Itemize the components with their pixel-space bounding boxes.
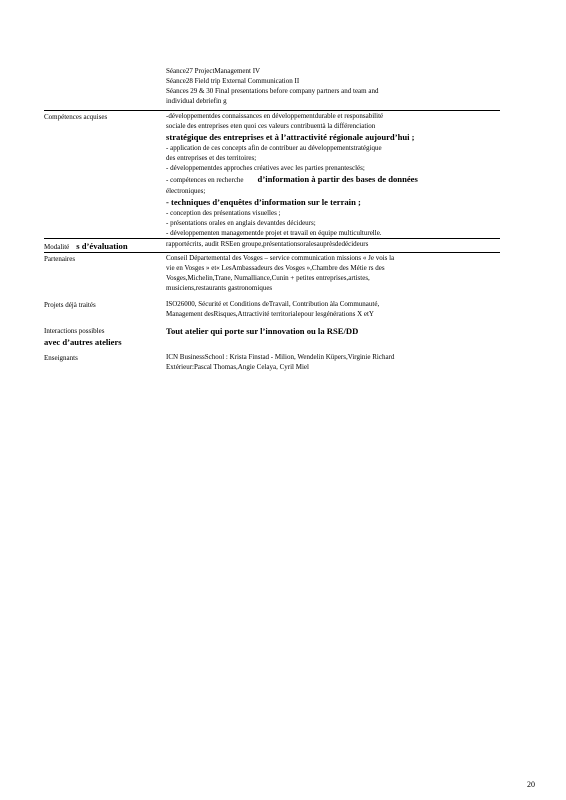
partners-line: musiciens,restaurants gastronomiques <box>166 284 273 292</box>
partners-line: Conseil Départemental des Vosges – service communication missions « Je vois la <box>166 254 395 262</box>
interactions-line: Tout atelier qui porte sur l’innovation ou la RSE/DD <box>166 326 359 336</box>
competence-line: - application de ces concepts afin de contribuer au développementstratégique <box>166 144 382 152</box>
teachers-value <box>166 352 500 372</box>
competence-line: - présentations orales en anglais devantdes décideurs; <box>166 219 316 227</box>
teachers-label: Enseignants <box>44 354 78 362</box>
competence-line-emphasis: - techniques d’enquêtes d’information sur le terrain ; <box>166 197 361 207</box>
interactions-label <box>44 325 166 348</box>
session-line: individual debriefin g <box>166 97 227 105</box>
evaluation-row <box>44 238 500 252</box>
projects-label: Projets déjà traités <box>44 301 96 309</box>
evaluation-value <box>166 239 500 252</box>
page-number: 20 <box>527 780 535 789</box>
interactions-value <box>166 325 500 348</box>
competences-value <box>166 111 500 238</box>
partners-line: Vosges,Michelin,Trane, Numalliance,Cunin + petites entreprises,artistes, <box>166 274 370 282</box>
competence-line: sociale des entreprises eten quoi ces valeurs contribuentà la différenciation <box>166 122 376 130</box>
competence-line: - développementdes approches créatives avec les parties prenantesclés; <box>166 164 365 172</box>
sessions-label <box>44 66 166 106</box>
partners-row <box>44 252 500 293</box>
session-line: Séances 29 & 30 Final presentations before company partners and team and <box>166 87 379 95</box>
course-details-table <box>44 66 500 372</box>
competences-row <box>44 110 500 238</box>
interactions-row <box>44 325 500 348</box>
interactions-label-b: avec d’autres ateliers <box>44 337 122 347</box>
teachers-line: Extérieur:Pascal Thomas,Angie Celaya, Cyril Miel <box>166 363 309 371</box>
competence-line: -développementdes connaissances en développementdurable et responsabilité <box>166 112 384 120</box>
competence-line: des entreprises et des territoires; <box>166 154 257 162</box>
partners-line: vie en Vosges » et« LesAmbassadeurs des Vosges »,Chambre des Métie rs des <box>166 264 385 272</box>
competence-line: - développementen managementde projet et travail en équipe multiculturelle. <box>166 229 382 237</box>
projects-row <box>44 299 500 319</box>
competence-line-start: - compétences en recherche <box>166 176 244 184</box>
teachers-line: ICN BusinessSchool : Krista Finstad - Milion, Wendelin Küpers,Virginie Richard <box>166 353 395 361</box>
session-line: Séance28 Field trip External Communication II <box>166 77 300 85</box>
competence-line-emphasis: stratégique des entreprises et à l’attractivité régionale aujourd’hui ; <box>166 132 415 142</box>
projects-line: Management desRisques,Attractivité territorialepour lesgénérations X etY <box>166 310 374 318</box>
competence-line <box>166 173 500 186</box>
competence-line: - conception des présentations visuelles ; <box>166 209 281 217</box>
evaluation-label-b: s d’évaluation <box>76 241 128 251</box>
competence-line-emphasis: d’information à partir des bases de données <box>257 174 418 184</box>
projects-line: ISO26000, Sécurité et Conditions deTravail, Contribution àla Communauté, <box>166 300 380 308</box>
teachers-row <box>44 352 500 372</box>
evaluation-line: rapportécrits, audit RSEen groupe,présentationsoralesauprèsdedécideurs <box>166 240 369 248</box>
interactions-label-a: Interactions possibles <box>44 327 105 335</box>
partners-value <box>166 253 500 293</box>
competence-line: électroniques; <box>166 187 206 195</box>
projects-value <box>166 299 500 319</box>
sessions-list <box>166 66 500 106</box>
evaluation-label <box>44 239 166 252</box>
competences-label: Compétences acquises <box>44 113 108 121</box>
session-line: Séance27 ProjectManagement IV <box>166 67 261 75</box>
sessions-row <box>44 66 500 106</box>
evaluation-label-a: Modalité <box>44 243 70 251</box>
partners-label: Partenaires <box>44 255 76 263</box>
